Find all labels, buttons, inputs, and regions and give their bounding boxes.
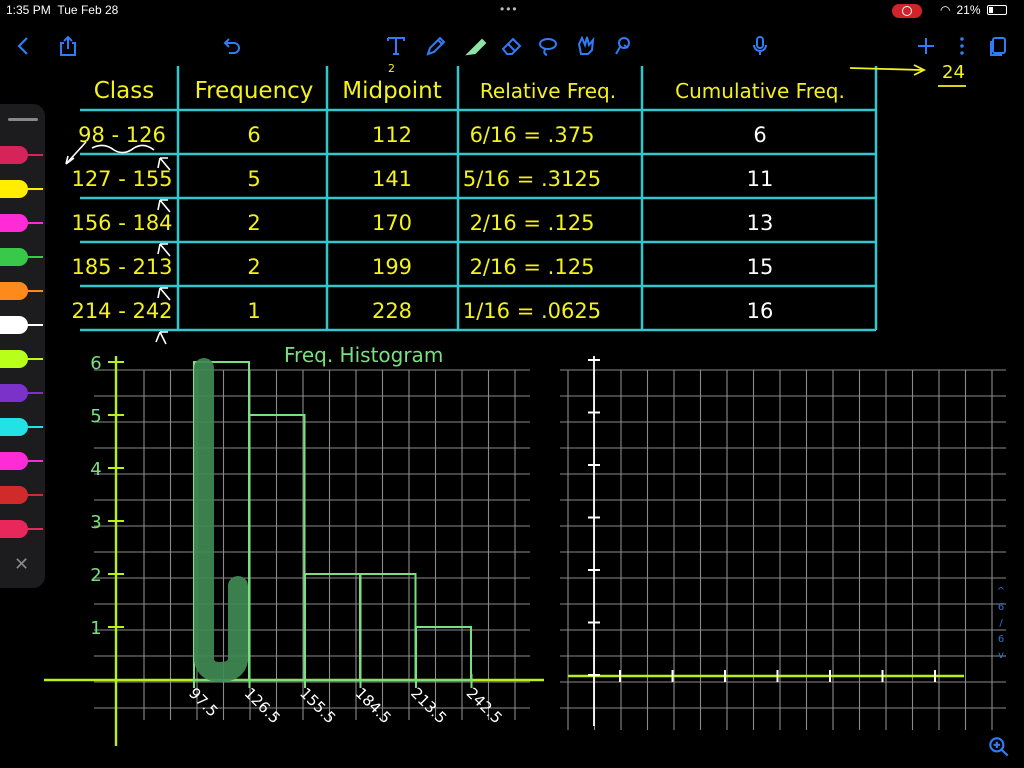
multitask-dots[interactable]: ••• bbox=[500, 2, 519, 16]
histogram bbox=[44, 353, 964, 746]
y-tick-label: 6 bbox=[90, 353, 102, 374]
y-tick-label: 5 bbox=[90, 406, 102, 427]
highlight-stroke bbox=[204, 368, 238, 672]
page-scroller-mark: ^ bbox=[996, 586, 1006, 597]
page-scroller[interactable] bbox=[994, 584, 1008, 664]
page-scroller-mark: v bbox=[998, 650, 1004, 661]
page-scroller-mark: 6 bbox=[997, 634, 1005, 645]
x-boundary-label: 213.5 bbox=[407, 684, 451, 728]
table-cell-r2-c0: 156 - 184 bbox=[71, 211, 173, 235]
y-tick-label: 3 bbox=[90, 512, 102, 533]
table-cell-r2-c2: 170 bbox=[371, 211, 413, 235]
frequency-table-grid bbox=[80, 66, 876, 330]
table-cell-r0-c4: 6 bbox=[753, 123, 767, 147]
table-cell-r1-c3: 5/16 = .3125 bbox=[462, 167, 602, 191]
table-cell-r0-c2: 112 bbox=[371, 123, 413, 147]
status-time: 1:35 PM Tue Feb 28 bbox=[6, 3, 119, 17]
table-cell-r2-c3: 2/16 = .125 bbox=[469, 211, 595, 235]
table-cell-r3-c0: 185 - 213 bbox=[71, 255, 173, 279]
histogram-grid bbox=[94, 370, 530, 720]
table-cell-r0-c0: 98 - 126 bbox=[78, 123, 166, 147]
table-cell-r3-c1: 2 bbox=[247, 255, 261, 279]
table-cell-r4-c3: 1/16 = .0625 bbox=[462, 299, 602, 323]
corner-note-text: 24 bbox=[942, 62, 965, 83]
table-cell-r3-c2: 199 bbox=[371, 255, 413, 279]
table-cell-r4-c1: 1 bbox=[247, 299, 261, 323]
y-tick-label: 4 bbox=[90, 459, 102, 480]
page-scroller-mark: 6 bbox=[997, 602, 1005, 613]
table-cell-r1-c2: 141 bbox=[371, 167, 413, 191]
x-boundary-label: 155.5 bbox=[296, 684, 340, 728]
table-cell-r3-c4: 15 bbox=[746, 255, 774, 279]
table-header-0: Class bbox=[93, 78, 155, 104]
x-boundary-label: 126.5 bbox=[240, 684, 284, 728]
table-cell-r0-c3: 6/16 = .375 bbox=[469, 123, 595, 147]
x-boundary-label: 242.5 bbox=[462, 684, 506, 728]
page-scroller-mark: / bbox=[999, 618, 1003, 629]
y-tick-label: 1 bbox=[90, 618, 102, 639]
close-palette-icon[interactable]: ✕ bbox=[14, 554, 30, 575]
wifi-icon: ◠ bbox=[940, 3, 951, 17]
table-cell-r4-c4: 16 bbox=[746, 299, 774, 323]
midpoint-note-text: 2 bbox=[388, 62, 395, 75]
table-cell-r1-c0: 127 - 155 bbox=[71, 167, 173, 191]
table-cell-r0-c1: 6 bbox=[247, 123, 261, 147]
table-cell-r1-c1: 5 bbox=[247, 167, 261, 191]
table-header-2: Midpoint bbox=[342, 78, 442, 104]
table-cell-r4-c2: 228 bbox=[371, 299, 413, 323]
table-cell-r3-c3: 2/16 = .125 bbox=[469, 255, 595, 279]
table-cell-r1-c4: 11 bbox=[746, 167, 774, 191]
histogram-bar-4 bbox=[416, 627, 471, 680]
table-header-3: Relative Freq. bbox=[479, 79, 617, 103]
table-cell-r4-c0: 214 - 242 bbox=[71, 299, 173, 323]
table-header-4: Cumulative Freq. bbox=[675, 79, 845, 103]
x-boundary-label: 184.5 bbox=[351, 684, 395, 728]
y-tick-label: 2 bbox=[90, 565, 102, 586]
zoom-icon[interactable] bbox=[986, 734, 1012, 760]
x-boundary-label: 97.5 bbox=[185, 684, 222, 721]
table-cell-r2-c4: 13 bbox=[746, 211, 774, 235]
table-cell-r2-c1: 2 bbox=[247, 211, 261, 235]
table-header-1: Frequency bbox=[194, 78, 314, 104]
histogram-title: Freq. Histogram bbox=[284, 343, 444, 367]
battery-percent: 21% bbox=[956, 3, 981, 17]
histogram-bar-2 bbox=[305, 574, 360, 680]
histogram-bar-3 bbox=[361, 574, 416, 680]
